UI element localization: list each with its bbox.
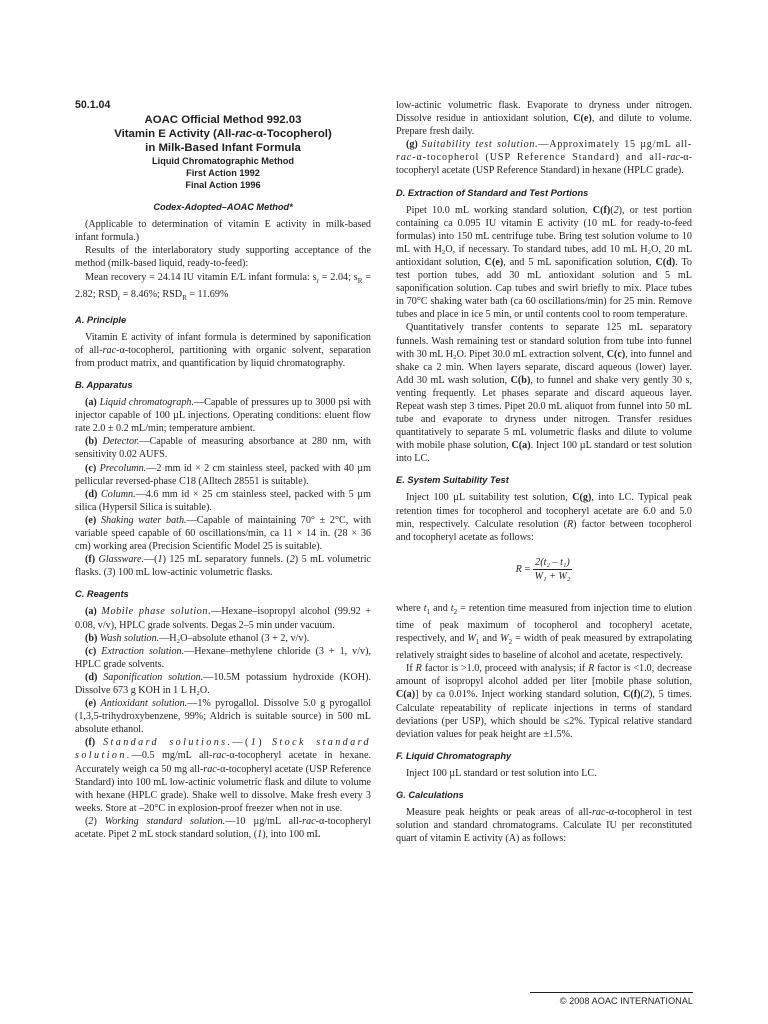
text: ] by ca 0.01%. Inject working standard solution, — [415, 689, 624, 701]
codex-note: Codex-Adopted–AOAC Method* — [153, 202, 293, 213]
extraction-heading: D. Extraction of Standard and Test Portions — [396, 187, 589, 198]
item-text-split-right: low-actinic volumetric flask. Evaporate to dryness under nitrogen. Dissolve residue in antioxidant solution, — [396, 100, 692, 125]
text: ) factor between tocopherol and tocopheryl acetate as follows: — [396, 518, 692, 543]
reagent-item-a — [75, 605, 371, 631]
var: R — [588, 663, 595, 675]
right-column — [396, 99, 692, 845]
rsd-r-val: = 8.46%; RSD — [120, 288, 183, 300]
principle-b: -α-tocopherol, partitioning with organic solvent, separation from product matrix, and quantification by liquid chromatography. — [75, 344, 371, 369]
item-text: —4.6 mm id × 25 cm stainless steel, packed with 5 µm silica (Hypersil Silica is suitable). — [75, 488, 372, 513]
results-paragraph: Results of the interlaboratory study supporting acceptance of the method (milk-based liquid, ready-to-feed): — [75, 245, 371, 270]
item-rac: rac — [203, 763, 217, 775]
num: 2 — [643, 689, 649, 701]
item-rac: rac — [396, 152, 413, 164]
item-name: Liquid chromatograph. — [99, 397, 194, 409]
item-label: (f) — [85, 554, 96, 566]
item-text: —10.5M potassium hydroxide (KOH). Dissolve 673 g KOH in 1 L H₂O. — [75, 671, 371, 696]
text: ( — [610, 204, 614, 216]
item-text: -α-tocopheryl acetate (USP Reference Standard) in hexane (HPLC grade). — [396, 152, 692, 177]
text: and — [430, 602, 451, 614]
var: t — [450, 602, 454, 614]
text: , into funnel and shake ca 2 min. When layers separate, discard aqueous (lower) layer. Add 30 mL wash solution, — [396, 348, 692, 386]
item-text: —1% pyrogallol. Dissolve 5.0 g pyrogallol (1,3,5-trihydroxybenzene, 99%; Aldrich is suitable source) in 500 mL absolute ethanol. — [75, 698, 372, 736]
item-name: Saponification solution. — [103, 671, 204, 683]
sR-b: = 2.82; RSD — [75, 271, 371, 300]
item-name: Glassware. — [98, 554, 145, 566]
suitability-paragraph-3 — [396, 662, 692, 741]
suitability-paragraph-2 — [396, 602, 692, 662]
sR-a: s — [353, 271, 358, 283]
eq-denominator: W₁ + W₂ — [534, 570, 571, 582]
item-name: Standard solutions. — [103, 737, 233, 749]
text: ( — [640, 689, 644, 701]
item-label: (e) — [85, 514, 97, 526]
ref: C(a) — [511, 440, 531, 452]
item-label: (b) — [85, 632, 98, 644]
resolution-equation — [396, 556, 692, 590]
apparatus-item-f — [75, 553, 371, 579]
item-name: Working standard solution. — [104, 815, 226, 827]
item-text: -α-tocopheryl acetate. Pipet 2 mL stock standard solution, ( — [75, 815, 371, 840]
item-text: —Hexane–methylene chloride (3 + 1, v/v), HPLC grade solvents. — [75, 645, 372, 670]
item-text: —2 mm id × 2 cm stainless steel, packed with 40 µm pellicular reversed-phase C18 (Alltech 28551 is suitable). — [75, 462, 371, 487]
calculations-heading: G. Calculations — [396, 789, 464, 800]
ref: C(a) — [396, 689, 416, 701]
item-text: ) — [93, 815, 97, 827]
subtitle-method: Liquid Chromatographic Method — [152, 156, 294, 167]
ref: C(g) — [572, 492, 592, 504]
extraction-paragraph-1 — [396, 204, 692, 322]
item-text: —Approximately 15 µg/mL all- — [538, 139, 693, 151]
suitability-heading: E. System Suitability Test — [396, 475, 509, 486]
subtitle-final-action: Final Action 1996 — [185, 180, 261, 191]
item-label: (a) — [85, 606, 97, 618]
item-name: Shaking water bath. — [100, 514, 187, 526]
section-number: 50.1.04 — [75, 99, 111, 111]
item-text: ) 100 mL low-actinic volumetric flasks. — [112, 567, 273, 579]
title-line-2-rac: rac — [235, 128, 253, 141]
item-name: Antioxidant solution. — [100, 698, 188, 710]
eq-fraction — [533, 556, 573, 583]
item-text: —( — [232, 737, 251, 749]
reagent-item-b — [75, 632, 371, 645]
recovery-val: = 2.04; — [318, 271, 351, 283]
item-text: -α-tocopherol (USP Reference Standard) and all- — [412, 152, 667, 164]
item-text-split-left: ), into 100 mL — [262, 829, 321, 840]
applicability-paragraph: (Applicable to determination of vitamin E activity in milk-based infant formula.) — [75, 219, 371, 244]
text: Pipet 10.0 mL working standard solution, — [406, 204, 593, 216]
var: R — [566, 518, 574, 530]
item-name: Column. — [101, 488, 136, 500]
item-num: 1 — [257, 829, 263, 840]
item-text: -α-tocopheryl acetate (USP Reference Standard) into 100 mL low-actinic volumetric flask and dilute to volume with hexane (HPLC grade). Shake well to dissolve. Make fresh every 3 weeks. Store at –20°C in explosion-proof freezer when not in use. — [75, 763, 371, 814]
item-text: -α-tocopheryl acetate in hexane. Accurately weigh ca 50 mg all- — [75, 750, 371, 775]
var: W — [467, 633, 476, 645]
var: t — [423, 602, 427, 614]
recovery-paragraph — [75, 271, 371, 305]
calculations-paragraph — [396, 806, 692, 845]
text: , and 5 mL saponification solution, — [503, 256, 656, 268]
sR-sub: R — [357, 276, 363, 285]
ref-Ce: C(e) — [573, 113, 592, 125]
text: , to funnel and shake very gently 30 s, venting frequently. Let phases separate and discard aqueous layer. Repeat wash step 3 times. Pipet 20.0 mL aliquot from funnel into 50 mL tube and evaporate to dryness under nitrogen. Transfer residues quantitatively to separate 5 mL volumetric flasks and dilute to volume with mobile phase solution, — [396, 374, 692, 452]
reagent-item-f2-continued — [396, 99, 692, 138]
item-rac: rac — [302, 815, 316, 827]
var: R — [415, 663, 422, 675]
ref: C(f) — [623, 689, 641, 701]
ref: C(f) — [592, 204, 611, 216]
lc-paragraph: Inject 100 µL standard or test solution into LC. — [406, 767, 597, 779]
lc-heading: F. Liquid Chromatography — [396, 750, 512, 761]
text: factor is >1.0, proceed with analysis; if — [421, 663, 589, 675]
item-num: 2 — [88, 815, 94, 827]
item-label: (g) — [406, 139, 418, 151]
recovery-sub: r — [316, 276, 319, 285]
apparatus-item-a — [75, 396, 371, 435]
item-text: —H₂O–absolute ethanol (3 + 2, v/v). — [159, 632, 310, 644]
reagent-item-f1 — [75, 736, 371, 815]
sub: 1 — [475, 638, 480, 647]
item-text: ) 125 mL separatory funnels. ( — [162, 554, 290, 566]
eq-equals: = — [521, 563, 533, 575]
ref: C(c) — [606, 348, 626, 360]
text: factor is <1.0, decrease amount of isopropyl alcohol added per liter [mobile phase solution, — [396, 663, 692, 688]
apparatus-heading: B. Apparatus — [75, 380, 133, 391]
title-line-2-b: -α-Tocopherol) — [252, 128, 332, 141]
text: ), 5 times. Calculate repeatability of replicate injections in terms of standard deviations (per USP), which should be ≤2%. Typical relative standard deviation values for peak height are ±1.5%. — [396, 689, 692, 740]
reagent-item-c — [75, 645, 371, 671]
text: . To test portion tubes, add 30 mL antioxidant solution and 5 mL saponification solution. Cap tubes and swirl briefly to mix. Place tubes in 70°C shaking water bath (ca 60 oscillations/min) for 25 min. Remove tubes and place in ice 5 min, or until contents cool to room temperature. — [396, 256, 692, 321]
item-text: —Capable of maintaining 70° ± 2°C, with variable speed capable of 60 oscillations/min, ca 11 × 14 in. (28 × 36 cm) working area (Precision Scientific Model 25 is suitable). — [75, 514, 372, 553]
item-text: —Capable of pressures up to 3000 psi with injector capable of 100 µL injections. Operating conditions: eluent flow rate 2.0 ± 0.2 mL/min; temperature ambient. — [75, 397, 371, 435]
item-name: Mobile phase solution. — [101, 606, 212, 618]
item-rac: rac — [666, 152, 680, 164]
sub: 1 — [426, 607, 431, 616]
item-label: (d) — [85, 488, 98, 500]
extraction-paragraph-2 — [396, 321, 692, 465]
item-name: Extraction solution. — [101, 645, 185, 657]
principle-rac: rac — [102, 344, 117, 356]
item-text: ( — [85, 815, 89, 827]
subtitle-first-action: First Action 1992 — [186, 168, 260, 179]
item-name: Precolumn. — [99, 462, 147, 474]
num: 2 — [613, 204, 619, 216]
reagents-heading: C. Reagents — [75, 589, 129, 600]
item-text: ) — [258, 737, 264, 749]
rsd-R-val: = 11.69% — [186, 288, 229, 300]
eq-R: R — [515, 563, 522, 575]
text: = retention time measured from injection time to elution time of peak maximum of tocopherol and tocopheryl acetate, respectively, and — [396, 602, 693, 645]
item-text: ) 5 mL volumetric flasks. ( — [75, 554, 371, 579]
item-label: (d) — [85, 671, 98, 683]
rac: rac — [591, 806, 606, 818]
item-text: —0.5 mg/mL all- — [131, 750, 213, 762]
method-title — [75, 113, 371, 127]
copyright-footer: © 2008 AOAC INTERNATIONAL — [530, 992, 693, 1006]
text: Quantitatively transfer contents to separate 125 mL separatory funnels. Wash remaining test or standard solution from tube into funnel with 30 mL H₂O. Pipet 30.0 mL extraction solvent, — [396, 322, 692, 360]
ref: C(b) — [510, 374, 531, 386]
principle-a: Vitamin E activity of infant formula is determined by saponification of all- — [75, 331, 371, 356]
item-text: —Capable of measuring absorbance at 280 nm, with sensitivity 0.02 AUFS. — [75, 436, 371, 461]
item-label: (e) — [85, 698, 97, 710]
sub: 2 — [453, 607, 458, 616]
item-name: Detector. — [102, 436, 140, 448]
item-rac: rac — [212, 750, 226, 762]
ref: C(d) — [655, 256, 676, 268]
recovery-text: Mean recovery = 24.14 IU vitamin E/L infant formula: s — [85, 271, 317, 283]
item-num: 3 — [107, 567, 113, 579]
apparatus-item-e — [75, 514, 371, 553]
item-num: 1 — [250, 737, 259, 749]
text: Measure peak heights or peak areas of all- — [406, 806, 592, 818]
item-num: 1 — [157, 554, 163, 566]
text: = width of peak measured by extrapolating relatively straight sides to baseline of alcohol and acetate, respectively. — [396, 633, 692, 662]
reagent-item-g — [396, 138, 692, 177]
item-text: —Hexane–isopropyl alcohol (99.92 + 0.08, v/v), HPLC grade solvents. Degas 2–5 min under vacuum. — [75, 606, 371, 631]
text: Inject 100 µL suitability test solution, — [406, 492, 573, 504]
item-label: (c) — [85, 645, 97, 657]
text: If — [406, 663, 416, 675]
text: -α-tocopherol in test solution and standard chromatograms. Calculate IU per reconstituted quart of vitamin E activity (A) as follows: — [396, 806, 692, 845]
reagent-item-f2 — [75, 815, 371, 841]
item-label: (c) — [85, 462, 97, 474]
left-column — [75, 99, 371, 841]
text: ), or test portion containing ca 0.095 IU vitamin E activity (10 mL for ready-to-feed formulas) into 150 mL centrifuge tube. Bring test solution volume to 10 mL with H₂O, if necessary. To standard tubes, add 10 mL H₂O, 20 mL antioxidant solution, — [396, 204, 692, 268]
item-text: —( — [144, 554, 158, 566]
title-line-2 — [75, 127, 371, 141]
item-name: Suitability test solution. — [421, 139, 539, 151]
item-label: (a) — [85, 397, 97, 409]
reagent-item-d — [75, 671, 371, 697]
rsd-r-sub: r — [117, 293, 121, 302]
item-num: 2 — [289, 554, 295, 566]
principle-heading: A. Principle — [75, 314, 127, 325]
apparatus-item-d — [75, 488, 371, 514]
item-text: , and dilute to volume. Prepare fresh daily. — [396, 113, 692, 138]
item-label: (f) — [85, 737, 96, 749]
title-line-1: AOAC Official Method 992.03 — [144, 114, 302, 127]
apparatus-item-c — [75, 462, 371, 488]
item-text: —10 µg/mL all- — [225, 815, 303, 827]
suitability-paragraph-1 — [396, 491, 692, 543]
text: . Inject 100 µL standard or test solution into LC. — [396, 440, 692, 465]
text: where — [396, 602, 424, 614]
text: and — [479, 633, 501, 645]
sub: 2 — [508, 638, 513, 647]
title-line-2-a: Vitamin E Activity (All- — [114, 128, 236, 141]
item-name: Stock standard solution. — [75, 737, 372, 762]
item-name: Wash solution. — [99, 632, 160, 644]
rsd-R-sub: R — [182, 293, 187, 302]
apparatus-item-b — [75, 435, 371, 461]
item-label: (b) — [85, 436, 98, 448]
title-line-3: in Milk-Based Infant Formula — [145, 142, 301, 155]
ref: C(e) — [484, 256, 504, 268]
eq-numerator: 2(t₂ – t₁) — [533, 556, 573, 570]
principle-paragraph — [75, 331, 371, 370]
reagent-item-e — [75, 697, 371, 736]
var: W — [500, 633, 509, 645]
text: , into LC. Typical peak retention times for tocopherol and tocopheryl acetate are 6.0 and 5.0 min, respectively. Calculate resolution ( — [396, 492, 692, 530]
